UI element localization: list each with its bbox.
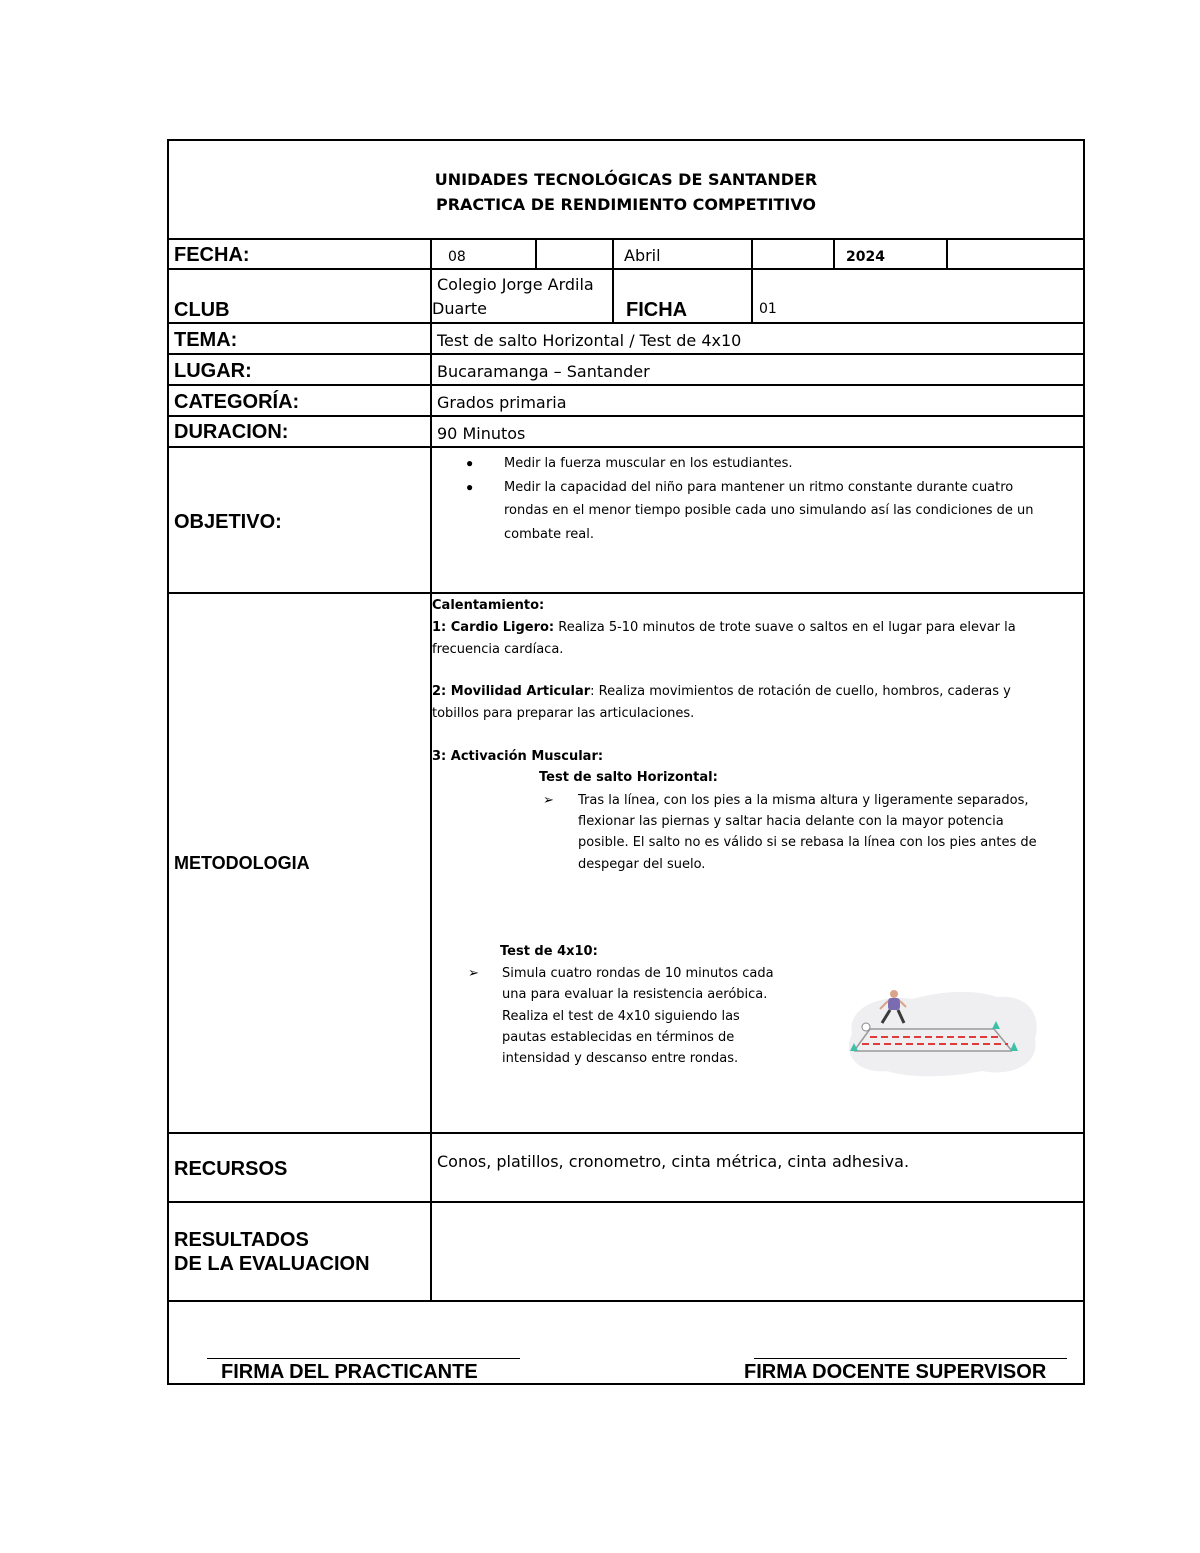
test1-title: Test de salto Horizontal: (539, 770, 718, 785)
calentamiento-heading: Calentamiento: (432, 598, 545, 613)
form-header (169, 141, 1083, 240)
bullet-icon: ● (466, 480, 474, 494)
row-divider (169, 415, 1085, 417)
signature-line-docente (754, 1358, 1067, 1359)
firma-docente: FIRMA DOCENTE SUPERVISOR (744, 1361, 1047, 1383)
fecha-day: 08 (448, 249, 466, 265)
row-divider (169, 384, 1085, 386)
test2-line: intensidad y descanso entre rondas. (502, 1051, 739, 1066)
fecha-year: 2024 (846, 249, 885, 265)
step2-text: : Realiza movimientos de rotación de cuello, hombros, caderas y (590, 684, 1011, 699)
test1-line: flexionar las piernas y saltar hacia delante con la mayor potencia (578, 814, 1004, 829)
resultados-label-line1: RESULTADOS (174, 1229, 309, 1251)
ficha-value: 01 (759, 301, 777, 317)
step2-line (432, 681, 1011, 703)
row-divider (169, 446, 1085, 448)
test1-line: despegar del suelo. (578, 857, 706, 872)
lugar-label: LUGAR: (174, 360, 252, 382)
objetivo-item: rondas en el menor tiempo posible cada uno simulando así las condiciones de un (504, 503, 1034, 518)
column-divider (612, 238, 614, 324)
form-title: PRACTICA DE RENDIMIENTO COMPETITIVO (435, 195, 817, 214)
fecha-label: FECHA: (174, 244, 250, 266)
signature-line-practicante (207, 1358, 520, 1359)
step2-text-cont: tobillos para preparar las articulaciones. (432, 706, 695, 721)
step3-title: 3: Activación Muscular: (432, 749, 604, 764)
arrow-bullet-icon: ➢ (543, 793, 554, 808)
resultados-value[interactable] (433, 1204, 1083, 1299)
step1-title: 1: Cardio Ligero: (432, 620, 555, 635)
duracion-value: 90 Minutos (437, 424, 526, 443)
row-divider (169, 1132, 1085, 1134)
step1-text: Realiza 5-10 minutos de trote suave o saltos en el lugar para elevar la (554, 620, 1016, 635)
firma-practicante: FIRMA DEL PRACTICANTE (221, 1361, 478, 1383)
shuttle-run-illustration-icon (832, 989, 1042, 1079)
test1-line: posible. El salto no es válido si se rebasa la línea con los pies antes de (578, 835, 1037, 850)
step2-title: 2: Movilidad Articular (432, 684, 591, 699)
test2-line: Simula cuatro rondas de 10 minutos cada (502, 966, 774, 981)
step1-text-cont: frecuencia cardíaca. (432, 642, 564, 657)
club-value-line1: Colegio Jorge Ardila (437, 275, 594, 294)
row-divider (169, 1201, 1085, 1203)
row-divider (169, 322, 1085, 324)
row-divider (169, 1300, 1085, 1302)
club-value-line2: Duarte (432, 299, 487, 318)
duracion-label: DURACION: (174, 421, 289, 443)
column-divider (833, 238, 835, 268)
objetivo-item: Medir la fuerza muscular en los estudiantes. (504, 456, 793, 471)
recursos-label: RECURSOS (174, 1158, 288, 1180)
test2-title: Test de 4x10: (500, 944, 598, 959)
test1-line: Tras la línea, con los pies a la misma altura y ligeramente separados, (578, 793, 1029, 808)
row-divider (169, 353, 1085, 355)
column-divider (751, 238, 753, 324)
fecha-month: Abril (624, 246, 661, 265)
form-frame (167, 139, 1085, 1385)
test2-line: Realiza el test de 4x10 siguiendo las (502, 1009, 740, 1024)
club-label: CLUB (174, 299, 230, 321)
column-divider (535, 238, 537, 268)
column-divider (946, 238, 948, 268)
objetivo-item: combate real. (504, 527, 594, 542)
objetivo-item: Medir la capacidad del niño para mantener un ritmo constante durante cuatro (504, 480, 1014, 495)
bullet-icon: ● (466, 456, 474, 470)
categoria-value: Grados primaria (437, 393, 567, 412)
step1-line (432, 617, 1016, 639)
objetivo-label: OBJETIVO: (174, 511, 282, 533)
test2-line: una para evaluar la resistencia aeróbica. (502, 987, 768, 1002)
tema-label: TEMA: (174, 329, 238, 351)
lugar-value: Bucaramanga – Santander (437, 362, 650, 381)
column-divider (430, 238, 432, 1302)
ficha-label: FICHA (626, 299, 688, 321)
row-divider (169, 592, 1085, 594)
tema-value: Test de salto Horizontal / Test de 4x10 (437, 331, 742, 350)
recursos-value: Conos, platillos, cronometro, cinta métrica, cinta adhesiva. (437, 1152, 910, 1171)
institution-title: UNIDADES TECNOLÓGICAS DE SANTANDER (434, 170, 818, 189)
test2-line: pautas establecidas en términos de (502, 1030, 735, 1045)
resultados-label-line2: DE LA EVALUACION (174, 1253, 370, 1275)
categoria-label: CATEGORÍA: (174, 391, 300, 413)
arrow-bullet-icon: ➢ (468, 966, 479, 981)
metodologia-label: METODOLOGIA (174, 853, 310, 873)
row-divider (169, 268, 1085, 270)
